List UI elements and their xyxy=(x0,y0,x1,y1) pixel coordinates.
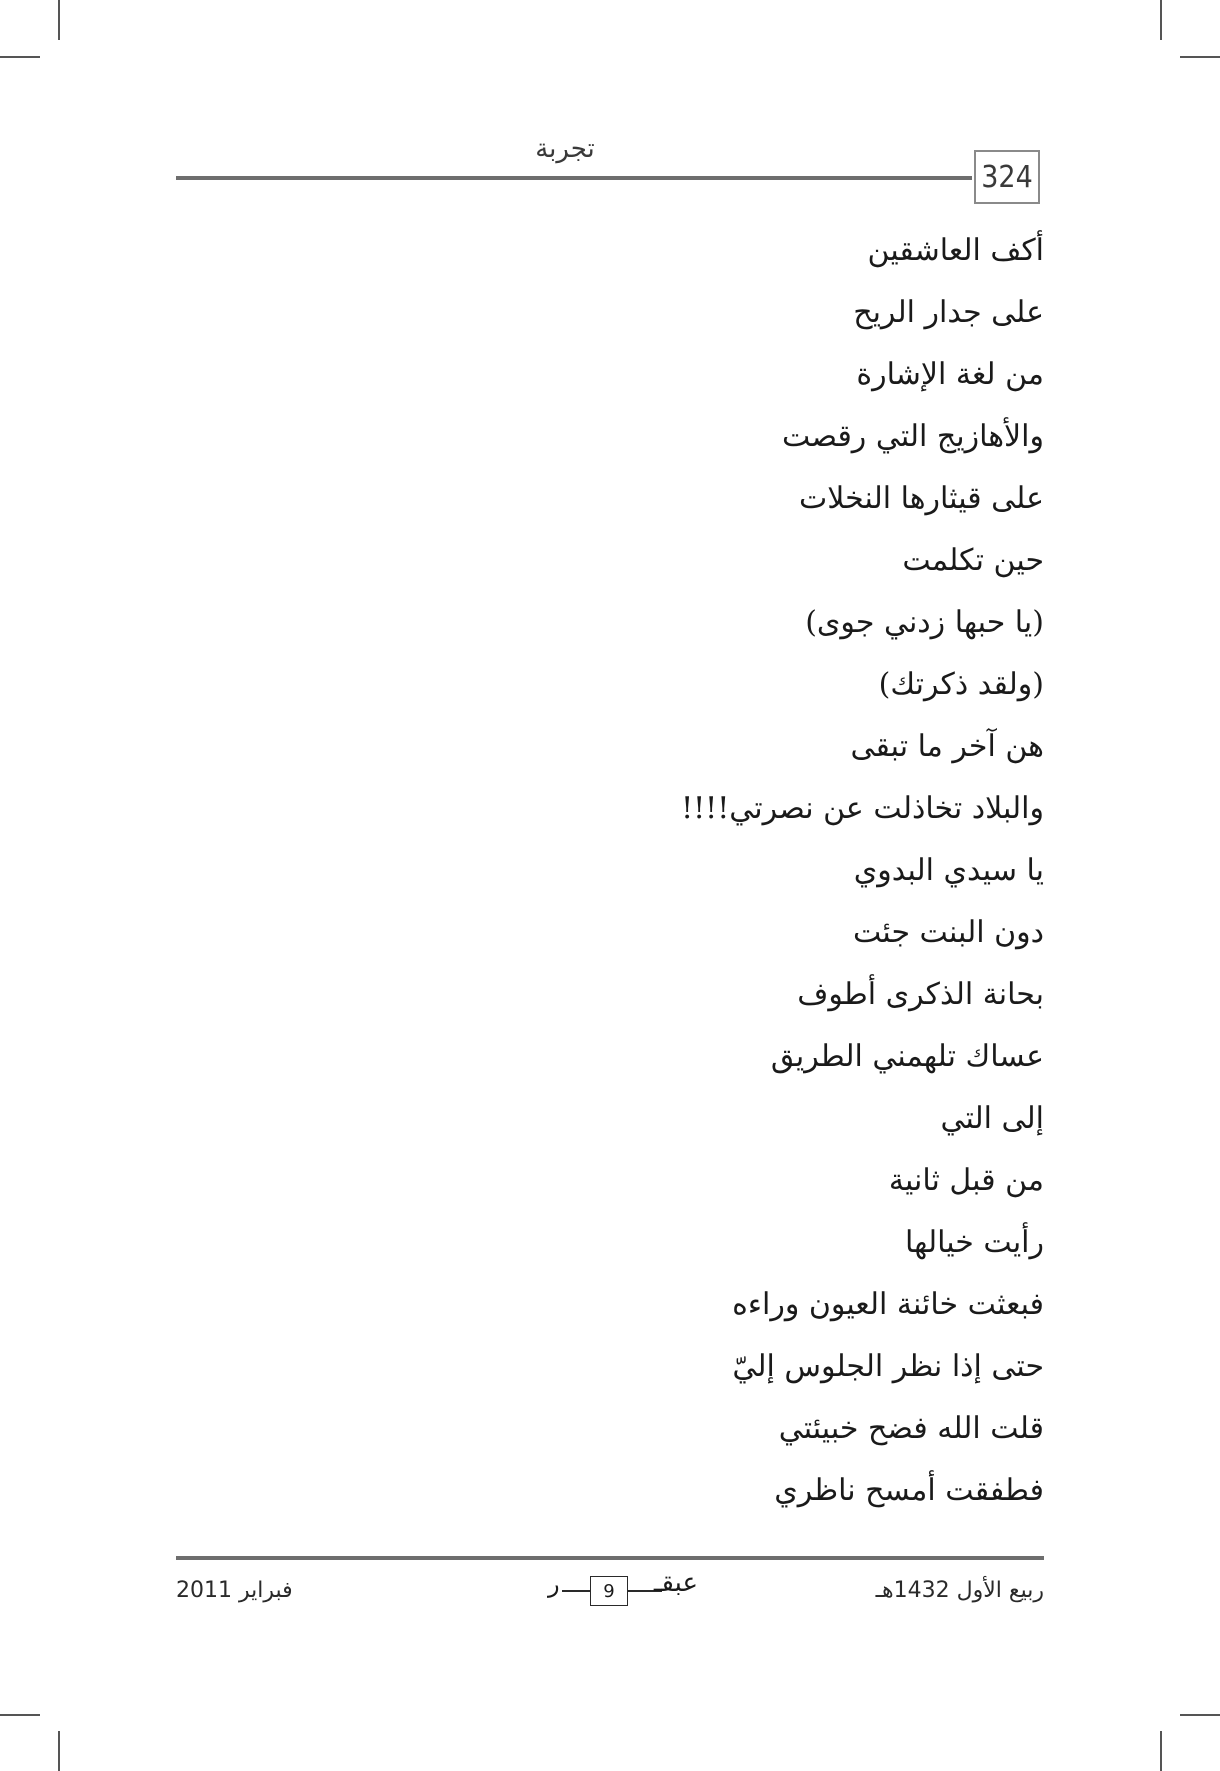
issue-number: 9 xyxy=(590,1576,628,1606)
poem-line: (يا حبها زدني جوى) xyxy=(805,605,1044,640)
poem-body xyxy=(344,220,1044,1522)
poem-line: هن آخر ما تبقى xyxy=(850,729,1044,764)
page-number: 324 xyxy=(974,150,1040,204)
crop-mark xyxy=(1160,1731,1162,1771)
crop-mark xyxy=(0,1714,40,1716)
logo-line xyxy=(562,1590,592,1592)
crop-mark xyxy=(58,0,60,40)
poem-line: حتى إذا نظر الجلوس إليّ xyxy=(732,1349,1044,1384)
poem-line: فطفقت أمسح ناظري xyxy=(774,1473,1044,1508)
crop-mark xyxy=(0,56,40,58)
poem-line: (ولقد ذكرتك) xyxy=(878,667,1044,702)
crop-mark xyxy=(1180,1714,1220,1716)
poem-line: من قبل ثانية xyxy=(888,1163,1044,1198)
footer-date-hijri: ربيع الأول 1432هـ xyxy=(875,1578,1044,1603)
poem-line: والبلاد تخاذلت عن نصرتي!!!! xyxy=(681,791,1044,826)
poem-line: على قيثارها النخلات xyxy=(799,481,1044,516)
poem-line: فبعثت خائنة العيون وراءه xyxy=(732,1287,1044,1322)
poem-line: يا سيدي البدوي xyxy=(853,853,1044,888)
poem-line: والأهازيج التي رقصت xyxy=(781,419,1044,454)
magazine-logo xyxy=(548,1568,698,1612)
poem-line: أكف العاشقين xyxy=(867,233,1044,268)
footer-date-gregorian: فبراير 2011 xyxy=(176,1578,293,1603)
poem-line: حين تكلمت xyxy=(902,543,1044,578)
footer-rule xyxy=(176,1556,1044,1560)
crop-mark xyxy=(1180,56,1220,58)
poem-line: على جدار الريح xyxy=(853,295,1044,330)
poem-line: عساك تلهمني الطريق xyxy=(770,1039,1044,1074)
magazine-name-end: ر xyxy=(548,1570,560,1598)
poem-line: رأيت خيالها xyxy=(904,1225,1044,1260)
poem-line: إلى التي xyxy=(940,1101,1044,1136)
magazine-name: عبقـ xyxy=(653,1568,698,1598)
crop-mark xyxy=(1160,0,1162,40)
poem-line: قلت الله فضح خبيئتي xyxy=(778,1411,1044,1446)
poem-line: من لغة الإشارة xyxy=(856,357,1044,392)
poem-line: بحانة الذكرى أطوف xyxy=(797,977,1044,1012)
crop-mark xyxy=(58,1731,60,1771)
header-rule xyxy=(176,176,972,180)
section-title: تجربة xyxy=(535,134,595,164)
poem-line: دون البنت جئت xyxy=(852,915,1044,950)
